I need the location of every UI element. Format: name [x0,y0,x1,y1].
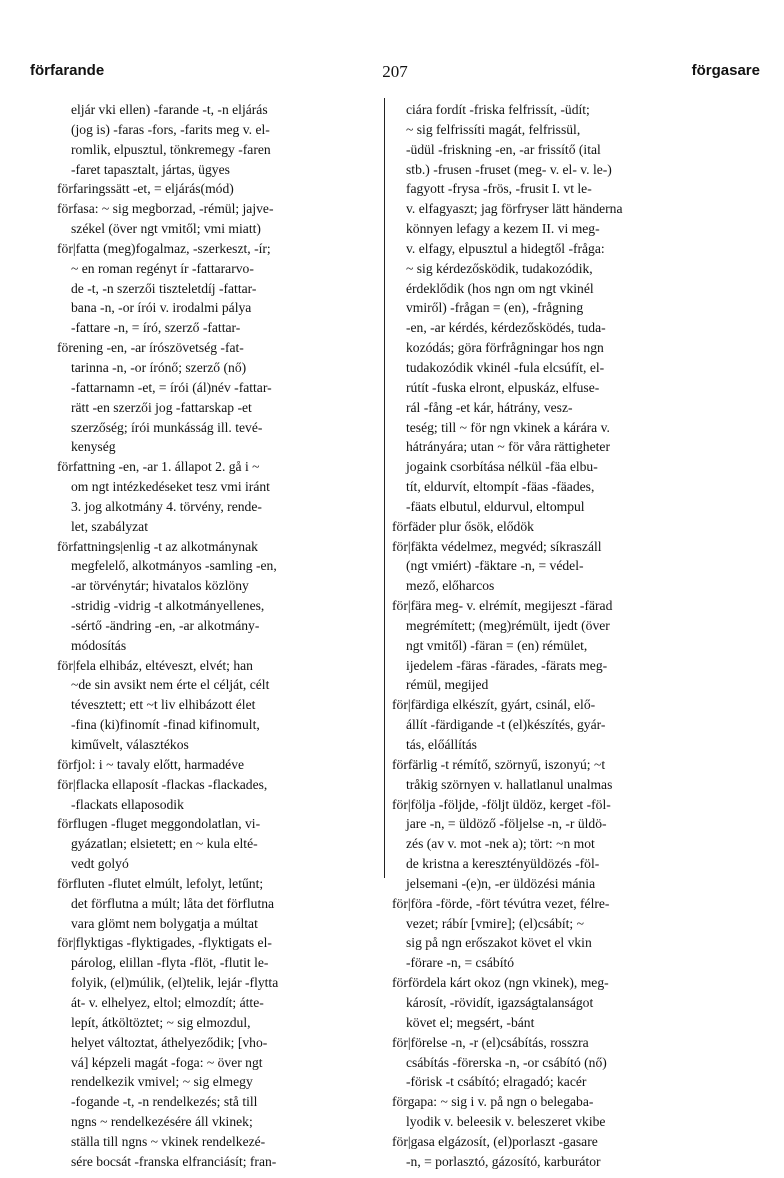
text-line: -ar törvénytár; hivatalos közlöny [71,578,249,594]
text-line: -fogande -t, -n rendelkezés; stå till [71,1094,258,1110]
text-line: -sértő -ändring -en, -ar alkotmány- [71,617,260,633]
text-line: ~ sig kérdezősködik, tudakozódik, [406,260,593,276]
text-line: stb.) -frusen -fruset (meg- v. el- v. le-) [406,161,612,177]
text-line: ~de sin avsikt nem érte el célját, célt [71,677,270,693]
text-line: ställa till ngns ~ vkinek rendelkezé- [71,1133,266,1149]
text-line: förflugen -fluget meggondolatlan, vi- [57,816,261,832]
text-line: författnings|enlig -t az alkotmánynak [57,538,258,554]
text-line: ngt vmitől) -färan = (en) rémület, [406,637,588,653]
text-line: vmiről) -frågan = (en), -frågning [406,300,584,316]
text-line: megfelelő, alkotmányos -samling -en, [71,558,277,574]
text-line: érdeklődik (hos ngn om ngt vkinél [406,280,594,296]
text-line: förfasa: ~ sig megborzad, -rémül; jajve- [57,201,274,217]
text-line: kozódás; göra förfrågningar hos ngn [406,340,604,356]
text-line: tarinna -n, -or írónő; szerző (nő) [71,359,247,375]
text-line: för|fära meg- v. elrémít, megijeszt -färad [392,598,613,614]
text-line: -faret tapasztalt, jártas, ügyes [71,161,230,177]
text-line: -stridig -vidrig -t alkotmányellenes, [71,598,265,614]
text-line: förfaringssätt -et, = eljárás(mód) [57,181,234,197]
text-line: csábítás -förerska -n, -or csábító (nő) [406,1054,607,1070]
text-line: vezet; rábír [vmire]; (el)csábít; ~ [406,915,584,931]
header-right-guideword: förgasare [691,62,760,79]
text-line: de kristna a keresztényüldözés -föl- [406,856,600,872]
text-line: -üdül -friskning -en, -ar frissítő (ital [406,141,601,157]
text-line: ~ en roman regényt ír -fattararvo- [71,260,254,276]
text-line: förfjol: i ~ tavaly előtt, harmadéve [57,756,245,772]
text-line: rútít -fuska elront, elpuskáz, elfuse- [406,379,600,395]
text-line: bana -n, -or írói v. irodalmi pálya [71,300,252,316]
text-line: -n, = porlasztó, gázosító, karburátor [406,1153,601,1169]
text-line: tít, eldurvít, eltompít -fäas -fäades, [406,479,595,495]
text-line: tévesztett; ett ~t liv elhibázott élet [71,697,256,713]
text-line: fagyott -frysa -frös, -frusit I. vt le- [406,181,592,197]
text-line: för|fatta (meg)fogalmaz, -szerkeszt, -ír; [57,240,271,256]
text-line: megrémített; (meg)rémült, ijedt (över [406,617,610,633]
text-line: tás, előállítás [406,737,477,752]
text-line: för|föra -förde, -fört tévútra vezet, félre- [392,895,610,911]
text-line: gyázatlan; elsietett; en ~ kula elté- [71,836,258,852]
text-line: -förisk -t csábító; elragadó; kacér [406,1074,587,1090]
text-line: jogaink csorbítása nélkül -fäa elbu- [406,459,598,475]
text-line: för|följa -följde, -följt üldöz, kerget -föl- [392,796,611,812]
text-line: 3. jog alkotmány 4. törvény, rende- [71,498,262,514]
text-line: vara glömt nem bolygatja a múltat [71,915,258,931]
text-line: -en, -ar kérdés, kérdezősködés, tuda- [406,320,606,336]
text-line: ijedelem -färas -färades, -färats meg- [406,657,608,673]
text-line: romlik, elpusztul, tönkremegy -faren [71,141,271,157]
text-line: för|flyktigas -flyktigades, -flyktigats el- [57,935,272,951]
text-line: kiművelt, választékos [71,737,189,752]
text-line: det förflutna a múlt; låta det förflutna [71,895,275,911]
text-line: för|flacka ellaposít -flackas -flackades, [57,776,268,792]
text-line: tråkig szörnyen v. hallatlanul unalmas [406,776,613,792]
text-line: rémül, megijed [406,677,489,693]
text-line: zés (av v. mot -nek a); tört: ~n mot [406,836,595,852]
header-left-guideword: förfarande [30,62,105,79]
text-line: székel (över ngt vmitől; vmi miatt) [71,221,261,237]
text-line: ngns ~ rendelkezésére áll vkinek; [71,1114,253,1130]
text-line: för|förelse -n, -r (el)csábítás, rosszra [392,1034,589,1050]
page-number: 207 [382,62,408,81]
text-line: de -t, -n szerzői tiszteletdíj -fattar- [71,280,257,296]
text-line: módosítás [71,637,127,653]
text-line: v. elfagyaszt; jag förfryser lätt händerna [406,201,623,217]
text-line: állít -färdigande -t (el)készítés, gyár- [406,717,606,733]
text-line: författning -en, -ar 1. állapot 2. gå i ~ [57,459,260,475]
text-line: rendelkezik vmivel; ~ sig elmegy [71,1074,253,1090]
text-line: förgapa: ~ sig i v. på ngn o belegaba- [392,1094,594,1110]
text-line: -flackats ellaposodik [71,796,184,812]
text-line: ~ sig felfrissíti magát, felfrissül, [406,121,581,137]
text-line: helyet változtat, áthelyeződik; [vho- [71,1034,268,1050]
text-line: eljár vki ellen) -farande -t, -n eljárás [71,102,268,117]
text-line: párolog, elillan -flyta -flöt, -flutit le- [71,955,269,971]
text-line: lyodik v. beleesik v. beleszeret vkibe [406,1114,606,1130]
text-line: -förare -n, = csábító [406,955,515,971]
text-line: sére bocsát -franska elfranciásít; fran- [71,1153,277,1169]
text-line: szerzőség; írói munkásság ill. tevé- [71,419,263,435]
text-line: teség; till ~ för ngn vkinek a kárára v. [406,419,610,435]
text-line: för|fäkta védelmez, megvéd; síkraszáll [392,538,602,554]
text-line: rätt -en szerzői jog -fattarskap -et [71,399,252,415]
text-line: för|fela elhibáz, eltéveszt, elvét; han [57,657,253,673]
text-line: -fäats elbutul, eldurvul, eltompul [406,498,585,514]
text-line: för|gasa elgázosít, (el)porlaszt -gasare [392,1133,598,1149]
text-line: át- v. elhelyez, eltol; elmozdít; átte- [71,994,264,1010]
text-line: för|färdiga elkészít, gyárt, csinál, elő- [392,697,596,713]
text-line: förening -en, -ar írószövetség -fat- [57,340,244,356]
text-line: förfördela kárt okoz (ngn vkinek), meg- [392,975,609,991]
text-line: jare -n, = üldöző -följelse -n, -r üldö- [406,816,607,832]
text-line: sig på ngn erőszakot követ el vkin [406,935,592,951]
text-line: v. elfagy, elpusztul a hidegtől -fråga: [406,240,605,256]
text-line: (jog is) -faras -fors, -farits meg v. el- [71,121,270,137]
text-line: om ngt intézkedéseket tesz vmi iránt [71,479,270,495]
text-line: förfärlig -t rémítő, szörnyű, iszonyú; ~t [392,756,606,772]
text-line: vá] képzeli magát -foga: ~ över ngt [71,1054,263,1070]
column-divider [384,98,385,878]
text-line: tudakozódik vkinél -fula elcsúfít, el- [406,359,605,375]
text-line: károsít, -rövidít, igazságtalanságot [406,994,594,1010]
text-line: lepít, átköltöztet; ~ sig elmozdul, [71,1014,251,1030]
text-line: folyik, (el)múlik, (el)telik, lejár -flytta [71,975,279,991]
text-line: förfäder plur ősök, elődök [392,518,534,534]
text-line: követ el; megsért, -bánt [406,1014,535,1030]
page-header [30,62,760,82]
right-column [392,100,752,1172]
text-line: -fina (ki)finomít -finad kifinomult, [71,717,260,733]
text-line: let, szabályzat [71,518,148,534]
text-line: hátrányára; utan ~ för våra rättigheter [406,439,610,455]
text-line: rál -fång -et kár, hátrány, vesz- [406,399,573,415]
text-line: jelsemani -(e)n, -er üldözési mánia [406,875,596,891]
text-line: (ngt vmiért) -fäktare -n, = védel- [406,558,584,574]
text-line: -fattare -n, = író, szerző -fattar- [71,320,241,336]
text-line: -fattarnamn -et, = írói (ál)név -fattar- [71,379,272,395]
text-line: mező, előharcos [406,578,495,594]
text-line: förfluten -flutet elmúlt, lefolyt, letűnt; [57,875,264,891]
left-column [57,100,377,1172]
text-line: ciára fordít -friska felfrissít, -üdít; [406,102,590,117]
text-line: vedt golyó [71,856,129,872]
text-line: könnyen lefagy a kezem II. vi meg- [406,221,600,237]
text-line: kenység [71,439,116,455]
